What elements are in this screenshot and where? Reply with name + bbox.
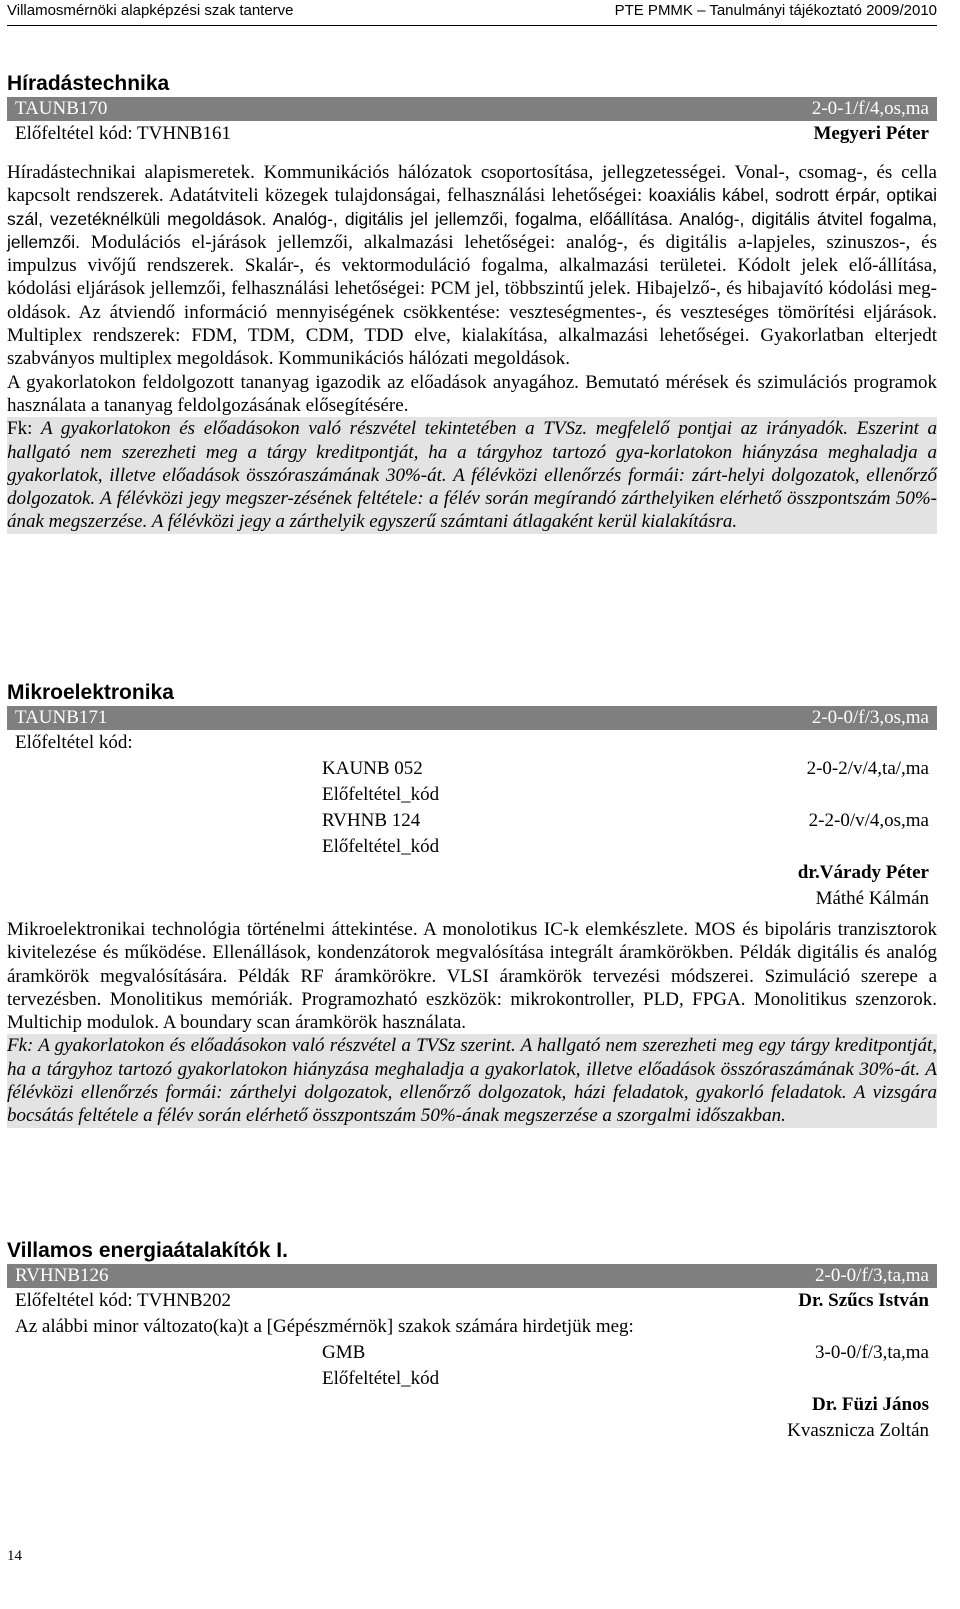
requirements-text: Fk: A gyakorlatokon és előadásokon való részvétel a TVSz szerint. A hallgató nem szerezheti meg egy tárgy kreditpontját, ha a tárgyhoz tartozó gyakorlatokon hiányzása meghaladja a gyakorlatok, illetve előadások összóraszámának 30%-át. A félévközi ellenőrzés formái: zárthelyi dolgozatok, ellenőrző dolgozatok, házi feladatok, gyakorló feladatok. A vizsgára bocsátás feltétele a félév során elérhető összpontszám 50%-ának megszerzése a szorgalmi időszakban. (7, 1035, 937, 1127)
minor-code: RVHNB 124 (322, 810, 421, 831)
prereq: Előfeltétel kód: (15, 732, 133, 753)
minor-credits: 3-0-0/f/3,ta,ma (815, 1342, 929, 1363)
minor-credits: 2-0-2/v/4,ta/,ma (806, 758, 929, 779)
instructor-secondary: Máthé Kálmán (815, 888, 929, 909)
course-hiradastechnika (7, 71, 937, 534)
course-code: TAUNB171 (15, 707, 108, 728)
prereq-row (7, 1288, 937, 1314)
course-description: Mikroelektronikai technológia történelmi áttekintése. A monolotikus IC-k elemkészlete. MOS és bipoláris tranzisztorok kivitelezése és működése. Ellenállások, kondenzátorok megvalósítása integrált áramkörökben. Példák digitális és analóg áramkörök megvalósítására. Példák RF áramkörökre. VLSI áramkörök tervezési módszerei. Szimuláció szerepe a tervezésben. Monolitikus memóriák. Programozható eszközök: mikrokontroller, PLD, FPGA. Monolitikus szenzorok. Multichip modulok. A boundary scan áramkörök használata. (7, 919, 937, 1034)
prereq-row (7, 730, 937, 756)
course-code-bar (7, 1264, 937, 1288)
minor-prereq: Előfeltétel_kód (322, 836, 440, 857)
course-credits: 2-0-0/f/3,ta,ma (815, 1265, 929, 1286)
instructor-tertiary: Kvasznicza Zoltán (787, 1420, 929, 1441)
minor-code: KAUNB 052 (322, 758, 423, 779)
instructor-secondary: Dr. Füzi János (811, 1394, 929, 1415)
minor-notice: Az alábbi minor változato(ka)t a [Gépészmérnök] szakok számára hirdetjük meg: (15, 1316, 634, 1337)
prereq: Előfeltétel kód: TVHNB202 (15, 1290, 232, 1311)
header-right: PTE PMMK – Tanulmányi tájékoztató 2009/2010 (614, 2, 937, 19)
minor-notice-row (7, 1314, 937, 1340)
course-code-bar (7, 706, 937, 730)
course-code: RVHNB126 (15, 1265, 109, 1286)
instructor: Dr. Szűcs István (798, 1290, 929, 1311)
minor-variant (7, 1340, 937, 1366)
page-number: 14 (7, 1548, 22, 1564)
course-code: TAUNB170 (15, 98, 108, 119)
instructor: Megyeri Péter (813, 123, 929, 144)
requirements-text: Fk: A gyakorlatokon és előadásokon való részvétel tekintetében a TVSz. megfelelő pontjai az irányadók. Eszerint a hallgató nem szerezheti meg a tárgy kreditpontját, ha a tárgyhoz tartozó gya-korlatokon hiányzása meghaladja a gyakorlatok, illetve előadások összóraszámának 30%-át. A félévközi ellenőrzés formái: zárt-helyi dolgozatok, ellenőrző dolgozatok. A félévközi jegy megszer-zésének feltétele: a félév során megírandó zárthelyiken elérhető összpontszám 50%-ának megszerzése. A félévközi jegy a zárthelyik egyszerű számtani átlagaként kerül kialakításra. (7, 418, 937, 533)
course-mikroelektronika (7, 680, 937, 1128)
course-title: Villamos energiaátalakítók I. (7, 1239, 288, 1262)
course-title: Híradástechnika (7, 72, 170, 95)
course-villamos-energiaatalakitok (7, 1238, 937, 1444)
minor-prereq: Előfeltétel_kód (322, 1368, 440, 1389)
course-code-bar (7, 97, 937, 121)
practice-text: A gyakorlatokon feldolgozott tananyag igazodik az előadások anyagához. Bemutató mérések és szimulációs programok használata a tananyag feldolgozásának elősegítésére. (7, 371, 937, 416)
course-title: Mikroelektronika (7, 681, 174, 704)
minor-code: GMB (322, 1342, 366, 1363)
instructor: dr.Várady Péter (797, 862, 929, 883)
minor-variant-2 (7, 808, 937, 834)
minor-credits: 2-2-0/v/4,os,ma (808, 810, 929, 831)
page-header (7, 0, 937, 26)
course-credits: 2-0-1/f/4,os,ma (811, 98, 929, 119)
minor-prereq: Előfeltétel_kód (322, 784, 440, 805)
course-description: Híradástechnikai alapismeretek. Kommunikációs hálózatok csoportosítása, jellegzetességei. Vonal-, csomag-, és cella kapcsolt rendszerek. Adatátviteli közegek tulajdonságai, felhasználási lehetőségei: koaxiális kábel, sodrott érpár, optikai szál, vezetéknélküli megoldások. Analóg-, digitális jel jellemzői, fogalma, előállítása. Analóg-, digitális átvitel fogalma, jellemzői. Modulációs el-járások jellemzői, alkalmazási lehetőségei: analóg-, és digitális a-lapjeles, szinuszos-, és impulzus vivőjű rendszerek. Skalár-, és vektormoduláció fogalma, alkalmazási területei. Kódolt jelek elő-állítása, kódolási eljárások jellemzői, felhasználási lehetőségei: PCM jel, többszintű jelek. Hibajelző-, és hibajavító kódolási meg-oldások. Az átviendő információ mennyiségének csökkentése: veszteségmentes-, és veszteséges tömörítési eljárások. Multiplex rendszerek: FDM, TDM, CDM, TDD elve, kialakítása, alkalmazási lehetőségei. Gyakorlatban elterjedt szabványos multiplex megoldások. Kommunikációs hálózati megoldások. (7, 162, 938, 370)
prereq: Előfeltétel kód: TVHNB161 (15, 123, 232, 144)
minor-variant-1 (7, 756, 937, 782)
header-left: Villamosmérnöki alapképzési szak tanterve (7, 2, 294, 19)
prereq-row (7, 121, 937, 147)
course-credits: 2-0-0/f/3,os,ma (811, 707, 929, 728)
